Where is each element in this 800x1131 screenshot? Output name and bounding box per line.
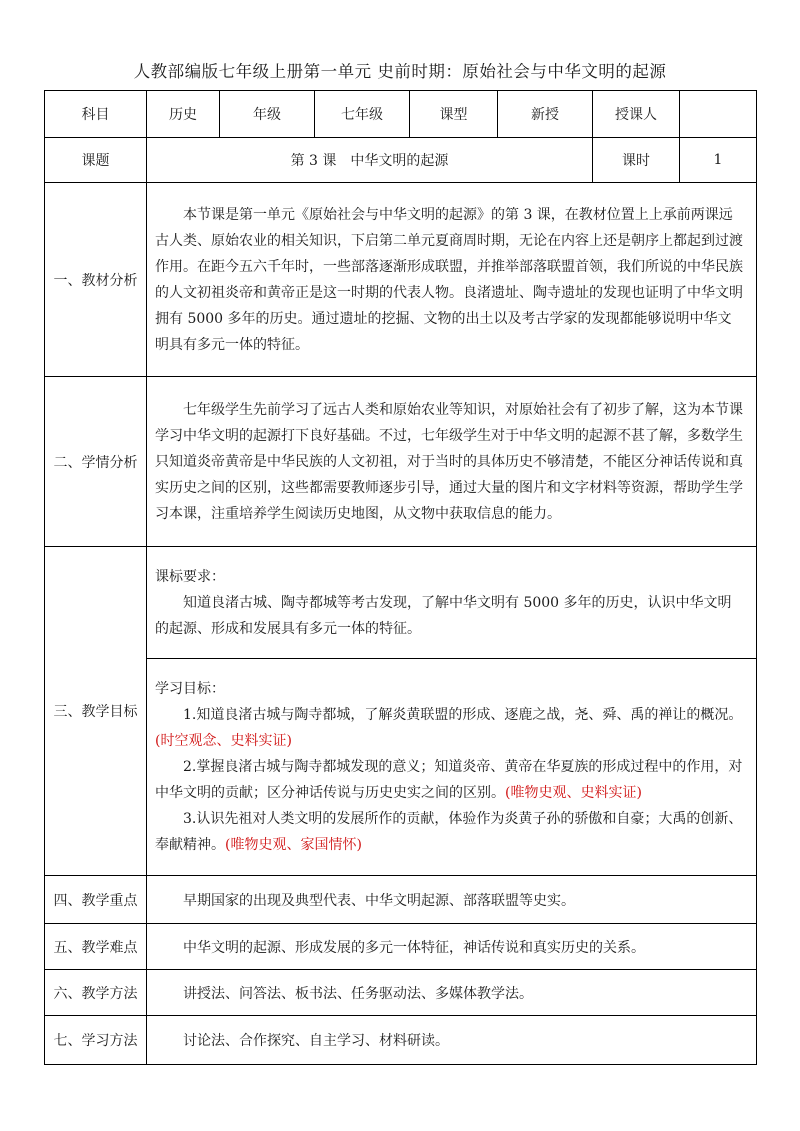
page-title: 人教部编版七年级上册第一单元 史前时期：原始社会与中华文明的起源: [133, 62, 667, 81]
hours-value: 1: [680, 138, 757, 183]
standard-heading: 课标要求：: [155, 568, 225, 585]
material-analysis-cell: [147, 183, 757, 377]
hours-label: 课时: [593, 138, 680, 183]
material-analysis-label: 一、教材分析: [45, 183, 147, 377]
student-analysis-label: 二、学情分析: [45, 377, 147, 547]
goal-literacy-tag: (唯物史观、家国情怀): [225, 837, 362, 853]
objectives-standard-row: [45, 547, 757, 659]
standard-cell: [147, 547, 757, 659]
difficulties-cell: [147, 924, 757, 970]
goal-item: [155, 806, 744, 858]
learning-methods-row: [45, 1016, 757, 1065]
teacher-value: [680, 91, 757, 138]
teaching-methods-label: 六、教学方法: [45, 970, 147, 1016]
key-points-cell: [147, 876, 757, 924]
header-row: [45, 91, 757, 138]
goal-item: [155, 754, 744, 806]
objectives-goals-row: [45, 659, 757, 876]
student-analysis-text: 七年级学生先前学习了远古人类和原始农业等知识，对原始社会有了初步了解，这为本节课学习中华文明的起源打下良好基础。不过，七年级学生对于中华文明的起源不甚了解，多数学生只知道炎帝黄帝是中华民族的人文初祖，对于当时的具体历史不够清楚，不能区分神话传说和真实历史之间的区别，这些都需要教师逐步引导，通过大量的图片和文字材料等资源，帮助学生学习本课，注重培养学生阅读历史地图，从文物中获取信息的能力。: [155, 401, 743, 522]
type-value: 新授: [498, 91, 593, 138]
goal-text: 2.掌握良渚古城与陶寺都城发现的意义；知道炎帝、黄帝在华夏族的形成过程中的作用，对中华文明的贡献；区分神话传说与历史史实之间的区别。: [155, 759, 743, 801]
objectives-label: 三、教学目标: [45, 547, 147, 876]
student-analysis-row: [45, 377, 757, 547]
material-analysis-text: 本节课是第一单元《原始社会与中华文明的起源》的第 3 课，在教材位置上上承前两课远古人类、原始农业的相关知识，下启第二单元夏商周时期，无论在内容上还是朝序上都起到过渡作用。在距今五六千年时，一些部落逐渐形成联盟，并推举部落联盟首领，我们所说的中华民族的人文初祖炎帝和黄帝正是这一时期的代表人物。良渚遗址、陶寺遗址的发现也证明了中华文明拥有 5000 多年的历史。通过遗址的挖掘、文物的出土以及考古学家的发现都能够说明中华文明具有多元一体的特征。: [155, 206, 743, 353]
difficulties-row: [45, 924, 757, 970]
key-points-label: 四、教学重点: [45, 876, 147, 924]
difficulties-text: 中华文明的起源、形成发展的多元一体特征，神话传说和真实历史的关系。: [183, 939, 645, 956]
grade-value: 七年级: [315, 91, 410, 138]
goals-cell: [147, 659, 757, 876]
goals-heading: 学习目标：: [155, 681, 225, 697]
topic-label: 课题: [45, 138, 147, 183]
goal-literacy-tag: (唯物史观、史料实证): [505, 785, 642, 801]
key-points-row: [45, 876, 757, 924]
topic-value: 第 3 课 中华文明的起源: [147, 138, 593, 183]
teacher-label: 授课人: [593, 91, 680, 138]
teaching-methods-row: [45, 970, 757, 1016]
teaching-methods-cell: [147, 970, 757, 1016]
grade-label: 年级: [220, 91, 315, 138]
learning-methods-label: 七、学习方法: [45, 1016, 147, 1065]
goal-text: 1.知道良渚古城与陶寺都城，了解炎黄联盟的形成、逐鹿之战，尧、舜、禹的禅让的概况。: [183, 707, 743, 723]
student-analysis-cell: [147, 377, 757, 547]
teaching-methods-text: 讲授法、问答法、板书法、任务驱动法、多媒体教学法。: [183, 985, 533, 1002]
subject-label: 科目: [45, 91, 147, 138]
key-points-text: 早期国家的出现及典型代表、中华文明起源、部落联盟等史实。: [183, 892, 575, 909]
standard-text: 知道良渚古城、陶寺都城等考古发现，了解中华文明有 5000 多年的历史，认识中华文明的起源、形成和发展具有多元一体的特征。: [155, 594, 732, 637]
topic-row: [45, 138, 757, 183]
goal-text: 3.认识先祖对人类文明的发展所作的贡献，体验作为炎黄子孙的骄傲和自豪；大禹的创新、奉献精神。: [155, 811, 743, 853]
learning-methods-text: 讨论法、合作探究、自主学习、材料研读。: [183, 1033, 449, 1049]
material-analysis-row: [45, 183, 757, 377]
type-label: 课型: [410, 91, 498, 138]
subject-value: 历史: [147, 91, 220, 138]
goal-literacy-tag: (时空观念、史料实证): [155, 733, 292, 749]
learning-methods-cell: [147, 1016, 757, 1065]
lesson-plan-table: [44, 90, 757, 1065]
goal-item: [155, 702, 744, 754]
difficulties-label: 五、教学难点: [45, 924, 147, 970]
